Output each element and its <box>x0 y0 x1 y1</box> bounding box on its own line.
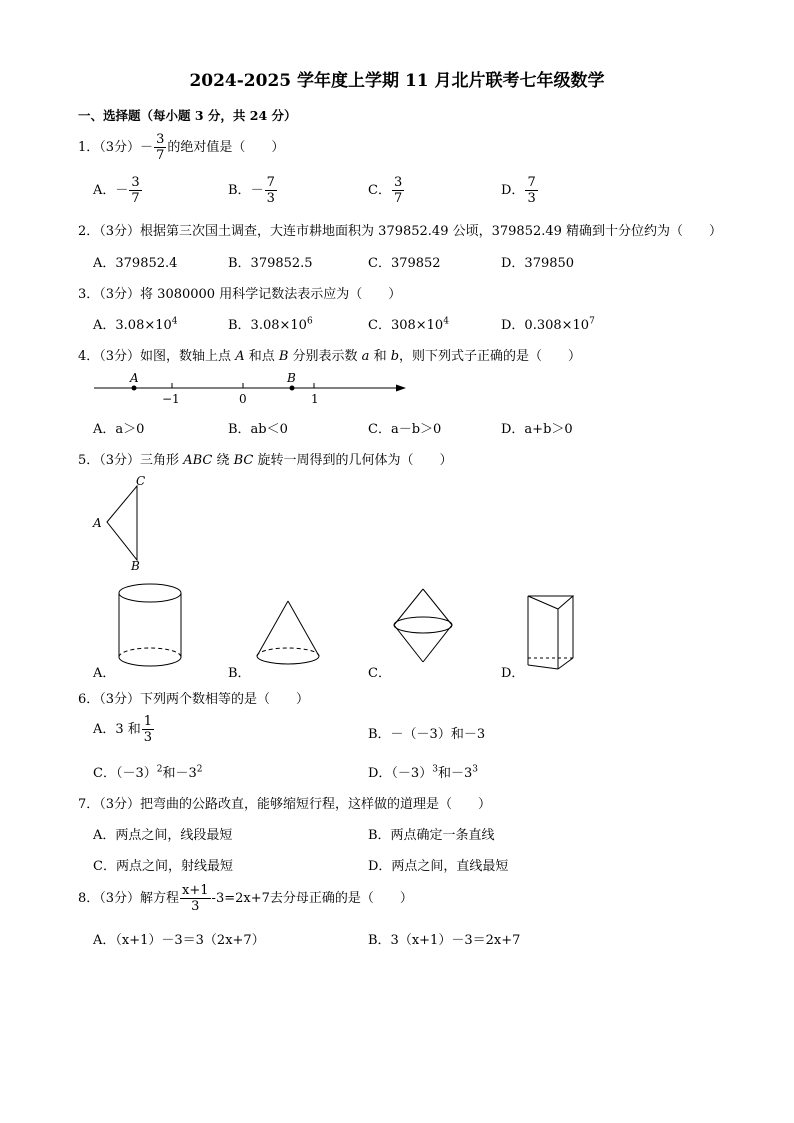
q6-option-c[interactable] <box>93 762 202 781</box>
option-text: A．3.08×10 <box>93 318 172 333</box>
option-text: A．3 和 <box>93 722 141 737</box>
q4-option-d[interactable]: D．a+b＞0 <box>501 422 573 437</box>
q1-option-a[interactable] <box>93 176 143 205</box>
vertex-c-label: C <box>136 474 146 488</box>
vertex-b-label: B <box>131 559 140 573</box>
double-cone-upper-left <box>394 589 423 625</box>
question-2: 2．（3分）根据第三次国土调查，大连市耕地面积为 379852.49 公顷，379852.49 精确到十分位约为（ ） <box>78 224 723 239</box>
option-sign: － <box>250 183 264 198</box>
q4-var: B <box>278 349 289 364</box>
q3-option-c[interactable] <box>368 314 449 333</box>
double-cone-figure[interactable] <box>389 586 459 666</box>
question-1-suffix: 的绝对值是（ ） <box>167 140 285 155</box>
cone-base-front <box>257 656 319 664</box>
question-1 <box>78 133 284 162</box>
question-5 <box>78 449 452 468</box>
q2-option-d[interactable]: D．379850 <box>501 256 575 271</box>
q4-var: b <box>390 349 400 364</box>
option-label: A． <box>93 183 116 198</box>
q4-text: 和 <box>369 349 391 364</box>
cylinder-bottom-back <box>119 648 181 657</box>
option-text: C．308×10 <box>368 318 444 333</box>
option-fraction <box>142 715 154 744</box>
option-label: C． <box>368 183 391 198</box>
q4-var: A <box>235 349 245 364</box>
double-cone-upper-right <box>423 589 452 625</box>
q4-option-b[interactable]: B．ab＜0 <box>228 422 288 437</box>
arrow-head-icon <box>396 385 406 392</box>
fraction-numerator: 7 <box>527 175 536 190</box>
question-1-fraction <box>154 133 166 162</box>
double-cone-lower-right <box>423 625 452 662</box>
q4-var: a <box>361 349 370 364</box>
exponent: 4 <box>443 316 449 327</box>
q5-text: 绕 <box>212 453 234 468</box>
option-text: 和－3 <box>162 766 197 781</box>
fraction-numerator: 3 <box>393 175 403 190</box>
q5-text: 旋转一周得到的几何体为（ ） <box>253 453 453 468</box>
page-title: 2024-2025 学年度上学期 11 月北片联考七年级数学 <box>189 71 605 91</box>
vertex-a-label: A <box>93 516 102 530</box>
triangular-prism-figure[interactable] <box>526 592 578 672</box>
q4-text: ，则下列式子正确的是（ ） <box>399 349 582 364</box>
tick-label-minus-one: −1 <box>162 392 180 406</box>
q4-text: 和点 <box>244 349 279 364</box>
fraction-denominator: 3 <box>266 191 275 206</box>
q8-option-a[interactable]: A．（x+1）－3＝3（2x+7） <box>93 933 265 948</box>
prism-bottom-left <box>528 665 558 669</box>
double-cone-lower-left <box>394 625 423 662</box>
q2-option-b[interactable]: B．379852.5 <box>228 256 313 271</box>
exponent: 3 <box>432 764 438 775</box>
exponent: 4 <box>171 316 178 327</box>
question-7: 7．（3分）把弯曲的公路改直，能够缩短行程，这样做的道理是（ ） <box>78 797 492 812</box>
tick-label-one: 1 <box>311 392 319 406</box>
q4-option-c[interactable]: C．a－b＞0 <box>368 422 442 437</box>
q5-option-b[interactable]: B． <box>228 666 251 681</box>
prism-bottom-right <box>558 658 573 669</box>
question-8 <box>78 884 413 913</box>
question-3: 3．（3分）将 3080000 用科学记数法表示应为（ ） <box>78 287 402 302</box>
question-1-sign: － <box>140 140 154 155</box>
q7-option-b[interactable]: B．两点确定一条直线 <box>368 828 495 843</box>
tick-label-zero: 0 <box>239 392 247 406</box>
q6-option-d[interactable] <box>368 762 478 781</box>
fraction-denominator: 3 <box>191 899 200 914</box>
fraction-numerator: 3 <box>156 132 165 147</box>
exponent: 2 <box>196 764 203 775</box>
option-sign: － <box>115 183 129 198</box>
q8-text: -3=2x+7去分母正确的是（ ） <box>211 891 413 906</box>
q6-option-a[interactable] <box>93 715 155 744</box>
q7-option-c[interactable]: C．两点之间，射线最短 <box>93 859 233 874</box>
q4-text: 4．（3分）如图，数轴上点 <box>78 349 236 364</box>
q1-option-d[interactable] <box>501 176 539 205</box>
option-fraction <box>265 176 277 205</box>
option-label: D． <box>501 183 525 198</box>
fraction-denominator: 7 <box>131 191 140 206</box>
q5-text: 5．（3分）三角形 <box>78 453 184 468</box>
point-b-dot <box>290 386 295 391</box>
question-1-prefix: 1．（3分） <box>78 140 141 155</box>
exponent: 6 <box>306 316 313 327</box>
double-cone-middle-ellipse <box>394 617 452 633</box>
q5-option-a[interactable]: A． <box>93 666 116 681</box>
point-a-label: A <box>130 371 139 385</box>
question-6: 6．（3分）下列两个数相等的是（ ） <box>78 692 310 707</box>
exponent: 2 <box>156 764 163 775</box>
option-text: D．0.308×10 <box>501 318 590 333</box>
q5-var: BC <box>233 453 254 468</box>
section-heading: 一、选择题（每小题 3 分，共 24 分） <box>78 108 297 123</box>
q1-option-b[interactable] <box>228 176 278 205</box>
q7-option-a[interactable]: A．两点之间，线段最短 <box>93 828 233 843</box>
cone-base-back <box>257 648 319 656</box>
point-a-dot <box>132 386 137 391</box>
option-text: B．3.08×10 <box>228 318 307 333</box>
fraction-numerator: x+1 <box>182 883 209 898</box>
cylinder-top <box>119 584 181 602</box>
exponent: 7 <box>589 316 595 327</box>
cylinder-bottom-front <box>119 657 181 666</box>
fraction-denominator: 3 <box>143 730 153 745</box>
point-b-label: B <box>287 371 296 385</box>
q3-option-a[interactable] <box>93 314 178 333</box>
option-fraction <box>392 176 404 205</box>
option-fraction <box>129 176 141 205</box>
fraction-denominator: 3 <box>527 191 536 206</box>
q2-option-c[interactable]: C．379852 <box>368 256 441 271</box>
q5-option-c[interactable]: C． <box>368 666 391 681</box>
q5-option-d[interactable]: D． <box>501 666 525 681</box>
fraction-numerator: 1 <box>143 714 153 729</box>
fraction-denominator: 7 <box>156 148 165 163</box>
q2-option-a[interactable]: A．379852.4 <box>93 256 178 271</box>
option-label: B． <box>228 183 251 198</box>
option-text: 和－3 <box>437 766 473 781</box>
exponent: 3 <box>472 764 478 775</box>
triangle-shape <box>107 486 137 560</box>
triangle-abc-figure <box>88 472 158 574</box>
q5-var: ABC <box>183 453 213 468</box>
q8-text: 8．（3分）解方程 <box>78 891 180 906</box>
fraction-denominator: 7 <box>393 191 403 206</box>
cylinder-figure[interactable] <box>116 580 188 672</box>
q6-option-b[interactable]: B．－（－3）和－3 <box>368 727 486 742</box>
q4-option-a[interactable]: A．a＞0 <box>93 422 145 437</box>
prism-top-face <box>528 596 573 609</box>
option-text: D．（－3） <box>368 766 433 781</box>
q3-option-b[interactable] <box>228 314 313 333</box>
q4-text: 分别表示数 <box>288 349 362 364</box>
cone-figure[interactable] <box>254 598 326 672</box>
q7-option-d[interactable]: D．两点之间，直线最短 <box>368 859 509 874</box>
fraction-numerator: 3 <box>131 175 140 190</box>
option-text: C．（－3） <box>93 766 157 781</box>
q3-option-d[interactable] <box>501 314 595 333</box>
q1-option-c[interactable] <box>368 176 405 205</box>
number-line-figure <box>90 368 410 408</box>
option-fraction <box>525 176 537 205</box>
q8-option-b[interactable]: B．3（x+1）－3＝2x+7 <box>368 933 521 948</box>
question-4 <box>78 345 581 364</box>
fraction-numerator: 7 <box>266 175 275 190</box>
q8-fraction <box>180 884 211 913</box>
